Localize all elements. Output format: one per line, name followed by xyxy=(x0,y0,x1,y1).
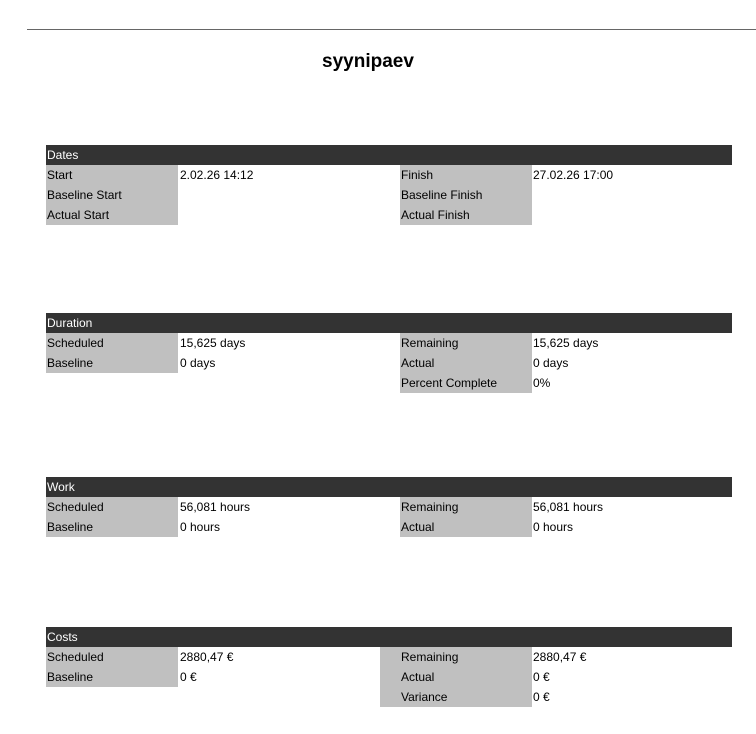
field-value: 0 days xyxy=(533,356,569,370)
field-label: Baseline xyxy=(46,353,178,373)
field-label: Remaining xyxy=(380,647,532,667)
report-title: syynipaev xyxy=(322,51,414,72)
table-row xyxy=(46,353,732,373)
field-value: 56,081 hours xyxy=(180,500,251,514)
field-label: Baseline Finish xyxy=(400,185,532,205)
field-label: Scheduled xyxy=(46,647,178,667)
field-label: Percent Complete xyxy=(400,373,532,393)
duration-section xyxy=(46,313,732,393)
table-row xyxy=(46,185,732,205)
field-value: 15,625 days xyxy=(180,336,246,350)
field-value: 2880,47 € xyxy=(533,650,587,664)
field-value: 0 days xyxy=(180,356,216,370)
field-value xyxy=(180,205,390,225)
work-section xyxy=(46,477,732,537)
field-label: Actual xyxy=(380,667,532,687)
field-value: 0 € xyxy=(180,670,197,684)
table-row xyxy=(46,687,732,707)
table-row xyxy=(46,333,732,353)
field-label: Baseline Start xyxy=(46,185,178,205)
field-value: 15,625 days xyxy=(533,336,599,350)
field-label: Actual Finish xyxy=(400,205,532,225)
costs-section xyxy=(46,627,732,707)
table-row xyxy=(46,205,732,225)
field-label: Variance xyxy=(380,687,532,707)
field-value: 0% xyxy=(533,376,551,390)
field-label: Scheduled xyxy=(46,333,178,353)
field-label: Baseline xyxy=(46,667,178,687)
dates-section xyxy=(46,145,732,225)
field-label: Scheduled xyxy=(46,497,178,517)
field-label: Baseline xyxy=(46,517,178,537)
duration-header: Duration xyxy=(46,313,732,333)
table-row xyxy=(46,667,732,687)
field-label: Remaining xyxy=(400,333,532,353)
costs-header: Costs xyxy=(46,627,732,647)
field-label: Finish xyxy=(400,165,532,185)
table-row xyxy=(46,497,732,517)
field-value: 2.02.26 14:12 xyxy=(180,168,254,182)
dates-header: Dates xyxy=(46,145,732,165)
table-row xyxy=(46,647,732,667)
field-value: 0 € xyxy=(533,670,550,684)
field-value xyxy=(180,185,390,205)
field-value xyxy=(533,185,732,205)
field-value: 2880,47 € xyxy=(180,650,234,664)
work-header: Work xyxy=(46,477,732,497)
field-label: Start xyxy=(46,165,178,185)
field-label: Actual xyxy=(400,517,532,537)
field-value: 0 € xyxy=(533,690,550,704)
field-label: Remaining xyxy=(400,497,532,517)
field-label: Actual Start xyxy=(46,205,178,225)
field-value: 27.02.26 17:00 xyxy=(533,168,614,182)
field-label: Actual xyxy=(400,353,532,373)
field-value xyxy=(533,205,732,225)
table-row xyxy=(46,517,732,537)
field-value: 56,081 hours xyxy=(533,500,604,514)
field-value: 0 hours xyxy=(180,520,221,534)
table-row xyxy=(46,373,732,393)
top-divider xyxy=(27,29,756,30)
field-value: 0 hours xyxy=(533,520,574,534)
table-row xyxy=(46,165,732,185)
